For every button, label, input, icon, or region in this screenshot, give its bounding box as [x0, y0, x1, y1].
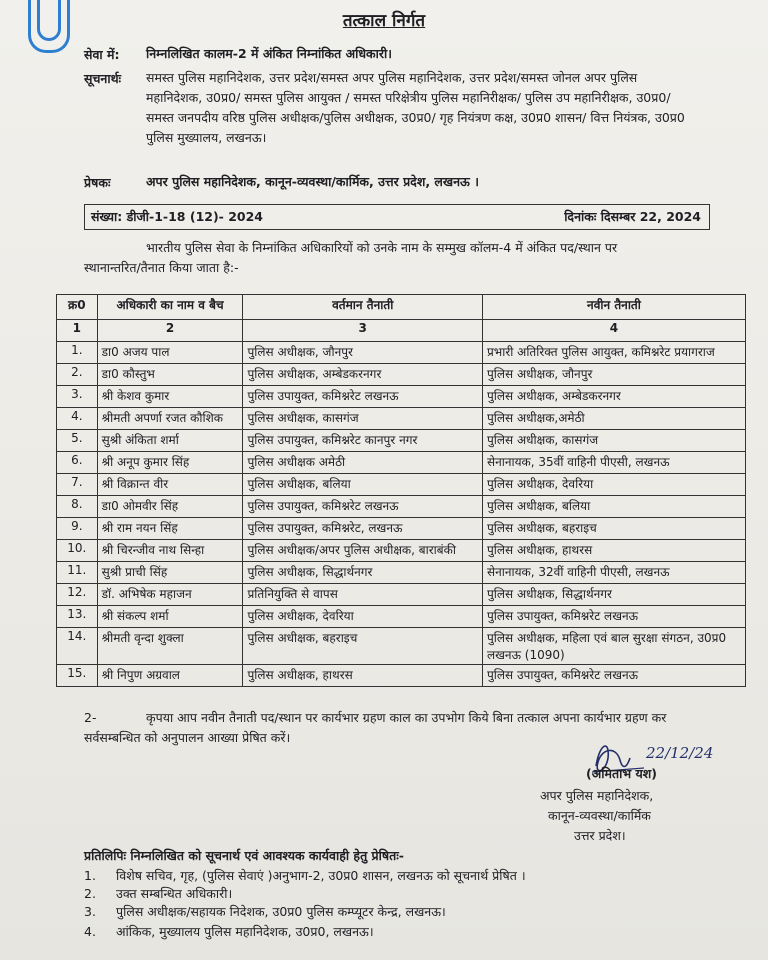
- seva-text: निम्नलिखित कालम-2 में अंकित निम्नांकित अधिकारी।: [146, 46, 392, 61]
- cell-current-posting: पुलिस उपायुक्त, कमिश्नरेट लखनऊ: [243, 386, 482, 408]
- header-current-posting: वर्तमान तैनाती: [243, 295, 482, 320]
- cell-new-posting: पुलिस अधीक्षक, बलिया: [482, 496, 745, 518]
- cell-serial: 11.: [57, 562, 98, 584]
- para2-line-1: कृपया आप नवीन तैनाती पद/स्थान पर कार्यभार ग्रहण काल का उपभोग किये बिना तत्काल अपना कार्यभार ग्रहण कर: [146, 710, 667, 725]
- transfer-table: [56, 294, 746, 687]
- document-title: तत्काल निर्गत: [342, 11, 426, 31]
- cell-new-posting: पुलिस अधीक्षक,अमेठी: [482, 408, 745, 430]
- cell-officer-name: सुश्री अंकिता शर्मा: [97, 430, 243, 452]
- cell-serial: 2.: [57, 364, 98, 386]
- cell-officer-name: डॉ. अभिषेक महाजन: [97, 584, 243, 606]
- copy-item-number: 3.: [84, 904, 96, 919]
- cell-officer-name: श्री निपुण अग्रवाल: [97, 665, 243, 687]
- cell-new-posting: सेनानायक, 32वीं वाहिनी पीएसी, लखनऊ: [482, 562, 745, 584]
- cell-serial: 9.: [57, 518, 98, 540]
- cell-serial: 14.: [57, 628, 98, 665]
- para2-number: 2-: [84, 710, 97, 725]
- preshak-text: अपर पुलिस महानिदेशक, कानून-व्यवस्था/कार्मिक, उत्तर प्रदेश, लखनऊ ।: [146, 174, 479, 189]
- cell-serial: 3.: [57, 386, 98, 408]
- cell-serial: 12.: [57, 584, 98, 606]
- copy-item-number: 4.: [84, 924, 96, 939]
- intro-line-2: स्थानान्तरित/तैनात किया जाता है:-: [84, 260, 239, 275]
- preshak-label: प्रेषकः: [84, 175, 111, 190]
- column-number-row: [57, 320, 746, 342]
- cell-officer-name: श्री केशव कुमार: [97, 386, 243, 408]
- copy-item-number: 2.: [84, 886, 96, 901]
- cell-new-posting: सेनानायक, 35वीं वाहिनी पीएसी, लखनऊ: [482, 452, 745, 474]
- cell-new-posting: पुलिस अधीक्षक, हाथरस: [482, 540, 745, 562]
- cell-current-posting: प्रतिनियुक्ति से वापस: [243, 584, 482, 606]
- table-row: [57, 584, 746, 606]
- copy-item-text: पुलिस अधीक्षक/सहायक निदेशक, उ0प्र0 पुलिस कम्प्यूटर केन्द्र, लखनऊ।: [116, 904, 446, 919]
- table-body: [57, 342, 746, 687]
- cell-serial: 4.: [57, 408, 98, 430]
- copy-heading: प्रतिलिपिः निम्नलिखित को सूचनार्थ एवं आवश्यक कार्यवाही हेतु प्रेषितः-: [84, 848, 404, 863]
- para2-line-2: सर्वसम्बन्धित को अनुपालन आख्या प्रेषित करें।: [84, 730, 291, 745]
- cell-serial: 8.: [57, 496, 98, 518]
- table-row: [57, 452, 746, 474]
- table-row: [57, 562, 746, 584]
- table-row: [57, 628, 746, 665]
- header-new-posting: नवीन तैनाती: [482, 295, 745, 320]
- cell-serial: 15.: [57, 665, 98, 687]
- cell-serial: 7.: [57, 474, 98, 496]
- reference-number: संख्या: डीजी-1-18 (12)- 2024: [91, 209, 264, 224]
- cell-new-posting: प्रभारी अतिरिक्त पुलिस आयुक्त, कमिश्नरेट प्रयागराज: [482, 342, 745, 364]
- cell-officer-name: श्री विक्रान्त वीर: [97, 474, 243, 496]
- suchnarth-text: [146, 68, 746, 148]
- cell-current-posting: पुलिस उपायुक्त, कमिश्नरेट कानपुर नगर: [243, 430, 482, 452]
- copy-item-text: आंकिक, मुख्यालय पुलिस महानिदेशक, उ0प्र0, लखनऊ।: [116, 924, 374, 939]
- table-row: [57, 606, 746, 628]
- table-row: [57, 474, 746, 496]
- cell-officer-name: सुश्री प्राची सिंह: [97, 562, 243, 584]
- cell-new-posting: पुलिस अधीक्षक, महिला एवं बाल सुरक्षा संगठन, उ0प्र0 लखनऊ (1090): [482, 628, 745, 665]
- table-row: [57, 496, 746, 518]
- cell-new-posting: पुलिस उपायुक्त, कमिश्नरेट लखनऊ: [482, 665, 745, 687]
- cell-current-posting: पुलिस अधीक्षक, जौनपुर: [243, 342, 482, 364]
- copy-item-number: 1.: [84, 868, 96, 883]
- reference-bar: [84, 204, 710, 230]
- suchnarth-line: समस्त पुलिस महानिदेशक, उत्तर प्रदेश/समस्त अपर पुलिस महानिदेशक, उत्तर प्रदेश/समस्त जोनल अपर पुलिस: [146, 70, 638, 85]
- cell-new-posting: पुलिस अधीक्षक, सिद्धार्थनगर: [482, 584, 745, 606]
- table-row: [57, 665, 746, 687]
- seva-label: सेवा में:: [84, 47, 120, 62]
- cell-current-posting: पुलिस उपायुक्त, कमिश्नरेट लखनऊ: [243, 496, 482, 518]
- cell-serial: 10.: [57, 540, 98, 562]
- suchnarth-line: पुलिस मुख्यालय, लखनऊ।: [146, 130, 267, 145]
- cell-current-posting: पुलिस अधीक्षक, हाथरस: [243, 665, 482, 687]
- cell-current-posting: पुलिस उपायुक्त, कमिश्नरेट, लखनऊ: [243, 518, 482, 540]
- reference-date: दिनांकः दिसम्बर 22, 2024: [564, 209, 701, 224]
- table-row: [57, 342, 746, 364]
- cell-current-posting: पुलिस अधीक्षक अमेठी: [243, 452, 482, 474]
- cell-officer-name: श्री राम नयन सिंह: [97, 518, 243, 540]
- cell-serial: 13.: [57, 606, 98, 628]
- table-row: [57, 386, 746, 408]
- column-number: 3: [243, 320, 482, 342]
- table-row: [57, 430, 746, 452]
- cell-current-posting: पुलिस अधीक्षक, सिद्धार्थनगर: [243, 562, 482, 584]
- header-officer: अधिकारी का नाम व बैच: [97, 295, 243, 320]
- cell-officer-name: डा0 कौस्तुभ: [97, 364, 243, 386]
- cell-officer-name: श्रीमती वृन्दा शुक्ला: [97, 628, 243, 665]
- signer-designation-3: उत्तर प्रदेश।: [574, 828, 626, 843]
- table-row: [57, 518, 746, 540]
- signature-date: 22/12/24: [646, 744, 714, 762]
- cell-current-posting: पुलिस अधीक्षक, बलिया: [243, 474, 482, 496]
- cell-officer-name: श्रीमती अपर्णा रजत कौशिक: [97, 408, 243, 430]
- cell-current-posting: पुलिस अधीक्षक/अपर पुलिस अधीक्षक, बाराबंकी: [243, 540, 482, 562]
- signer-designation-1: अपर पुलिस महानिदेशक,: [540, 788, 654, 803]
- cell-officer-name: श्री संकल्प शर्मा: [97, 606, 243, 628]
- cell-officer-name: श्री अनूप कुमार सिंह: [97, 452, 243, 474]
- table-row: [57, 540, 746, 562]
- cell-current-posting: पुलिस अधीक्षक, अम्बेडकरनगर: [243, 364, 482, 386]
- signer-name: (अमिताभ यश): [586, 766, 657, 781]
- cell-officer-name: डा0 अजय पाल: [97, 342, 243, 364]
- cell-new-posting: पुलिस उपायुक्त, कमिश्नरेट लखनऊ: [482, 606, 745, 628]
- cell-current-posting: पुलिस अधीक्षक, देवरिया: [243, 606, 482, 628]
- column-number: 4: [482, 320, 745, 342]
- table-header-row: [57, 295, 746, 320]
- header-serial: क्र0: [57, 295, 98, 320]
- cell-new-posting: पुलिस अधीक्षक, देवरिया: [482, 474, 745, 496]
- cell-officer-name: श्री चिरन्जीव नाथ सिन्हा: [97, 540, 243, 562]
- copy-item-text: उक्त सम्बन्धित अधिकारी।: [116, 886, 233, 901]
- cell-current-posting: पुलिस अधीक्षक, बहराइच: [243, 628, 482, 665]
- table-row: [57, 408, 746, 430]
- cell-serial: 1.: [57, 342, 98, 364]
- cell-new-posting: पुलिस अधीक्षक, अम्बेडकरनगर: [482, 386, 745, 408]
- intro-line-1: भारतीय पुलिस सेवा के निम्नांकित अधिकारियों को उनके नाम के सम्मुख कॉलम-4 में अंकित पद/स्थान पर: [146, 240, 618, 255]
- cell-serial: 5.: [57, 430, 98, 452]
- cell-new-posting: पुलिस अधीक्षक, कासगंज: [482, 430, 745, 452]
- suchnarth-line: समस्त जनपदीय वरिष्ठ पुलिस अधीक्षक/पुलिस अधीक्षक, उ0प्र0/ गृह नियंत्रण कक्ष, उ0प्र0 शासन/ वित्त नियंत्रक, उ0प्र0: [146, 110, 685, 125]
- cell-officer-name: डा0 ओमवीर सिंह: [97, 496, 243, 518]
- cell-new-posting: पुलिस अधीक्षक, बहराइच: [482, 518, 745, 540]
- column-number: 2: [97, 320, 243, 342]
- copy-item-text: विशेष सचिव, गृह, (पुलिस सेवाएं )अनुभाग-2, उ0प्र0 शासन, लखनऊ को सूचनार्थ प्रेषित ।: [116, 868, 526, 883]
- column-number: 1: [57, 320, 98, 342]
- cell-new-posting: पुलिस अधीक्षक, जौनपुर: [482, 364, 745, 386]
- cell-serial: 6.: [57, 452, 98, 474]
- cell-current-posting: पुलिस अधीक्षक, कासगंज: [243, 408, 482, 430]
- table-row: [57, 364, 746, 386]
- signer-designation-2: कानून-व्यवस्था/कार्मिक: [548, 808, 651, 823]
- suchnarth-line: महानिदेशक, उ0प्र0/ समस्त पुलिस आयुक्त / समस्त परिक्षेत्रीय पुलिस महानिरीक्षक/ पुलिस उप महानिरीक्षक, उ0प्र0/: [146, 90, 671, 105]
- suchnarth-label: सूचनार्थः: [84, 71, 122, 86]
